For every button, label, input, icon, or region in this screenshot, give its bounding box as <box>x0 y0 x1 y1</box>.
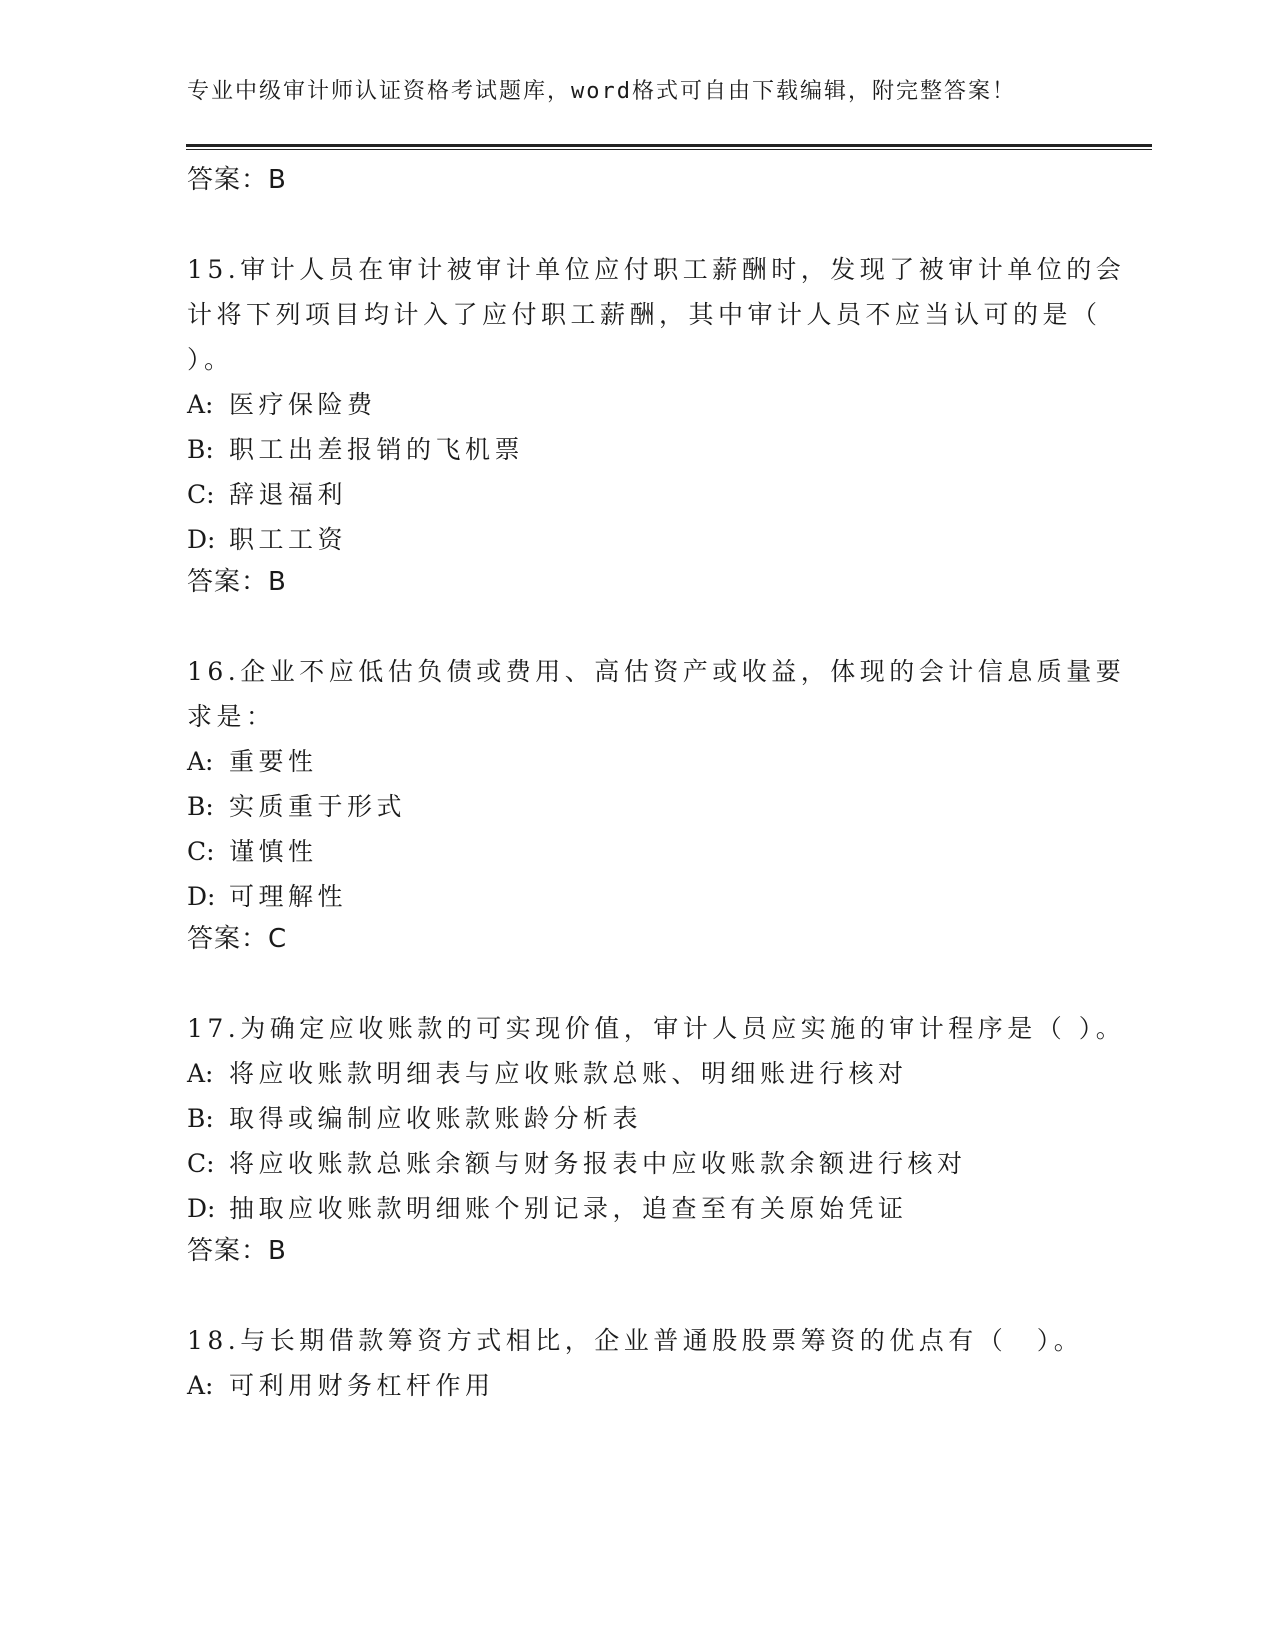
header-divider-thick <box>186 144 1152 147</box>
option-text: 辞退福利 <box>229 480 348 509</box>
option-text: 取得或编制应收账款账龄分析表 <box>229 1104 643 1133</box>
option-text: 谨慎性 <box>229 837 318 866</box>
option-letter: D: <box>187 525 216 554</box>
option-d <box>187 517 1147 562</box>
option-a <box>187 1363 1147 1408</box>
option-c <box>187 472 1147 517</box>
answer-line: 答案：B <box>187 1236 287 1266</box>
option-a <box>187 382 1147 427</box>
question-stem: 18.与长期借款筹资方式相比，企业普通股股票筹资的优点有（ ）。 <box>187 1326 1084 1355</box>
answer-line: 答案：B <box>187 165 287 195</box>
page-header-title: 专业中级审计师认证资格考试题库，word格式可自由下载编辑，附完整答案！ <box>187 79 1016 104</box>
option-letter: A: <box>187 390 214 419</box>
question-stem: 17.为确定应收账款的可实现价值，审计人员应实施的审计程序是（ ）。 <box>187 1014 1126 1043</box>
option-text: 实质重于形式 <box>229 792 407 821</box>
question-18 <box>187 1318 1147 1408</box>
option-text: 职工出差报销的飞机票 <box>229 435 525 464</box>
option-text: 将应收账款总账余额与财务报表中应收账款余额进行核对 <box>229 1149 967 1178</box>
option-letter: D: <box>187 882 216 911</box>
option-letter: A: <box>187 747 214 776</box>
option-letter: C: <box>187 480 215 509</box>
option-letter: B: <box>187 435 214 464</box>
option-letter: C: <box>187 1149 215 1178</box>
question-15 <box>187 247 1147 602</box>
question-17 <box>187 1006 1147 1271</box>
answer-line: 答案：C <box>187 924 288 954</box>
option-a <box>187 1051 1147 1096</box>
answer-line: 答案：B <box>187 567 287 597</box>
option-b <box>187 1096 1147 1141</box>
option-c <box>187 829 1147 874</box>
document-body <box>187 160 1147 1408</box>
option-text: 可利用财务杠杆作用 <box>229 1371 495 1400</box>
option-letter: B: <box>187 792 214 821</box>
option-a <box>187 739 1147 784</box>
option-text: 抽取应收账款明细账个别记录，追查至有关原始凭证 <box>229 1194 908 1223</box>
option-letter: A: <box>187 1059 214 1088</box>
option-letter: B: <box>187 1104 214 1133</box>
question-stem: 16.企业不应低估负债或费用、高估资产或收益，体现的会计信息质量要求是： <box>187 657 1126 731</box>
header-divider-thin <box>186 149 1152 150</box>
option-b <box>187 427 1147 472</box>
option-letter: D: <box>187 1194 216 1223</box>
option-d <box>187 1186 1147 1231</box>
option-text: 医疗保险费 <box>229 390 377 419</box>
option-text: 职工工资 <box>229 525 348 554</box>
option-text: 可理解性 <box>229 882 348 911</box>
option-c <box>187 1141 1147 1186</box>
option-b <box>187 784 1147 829</box>
option-text: 重要性 <box>229 747 318 776</box>
option-text: 将应收账款明细表与应收账款总账、明细账进行核对 <box>229 1059 908 1088</box>
question-stem: 15.审计人员在审计被审计单位应付职工薪酬时，发现了被审计单位的会计将下列项目均计入了应付职工薪酬，其中审计人员不应当认可的是（ ）。 <box>187 255 1126 374</box>
question-16 <box>187 649 1147 959</box>
option-letter: C: <box>187 837 215 866</box>
option-letter: A: <box>187 1371 214 1400</box>
option-d <box>187 874 1147 919</box>
